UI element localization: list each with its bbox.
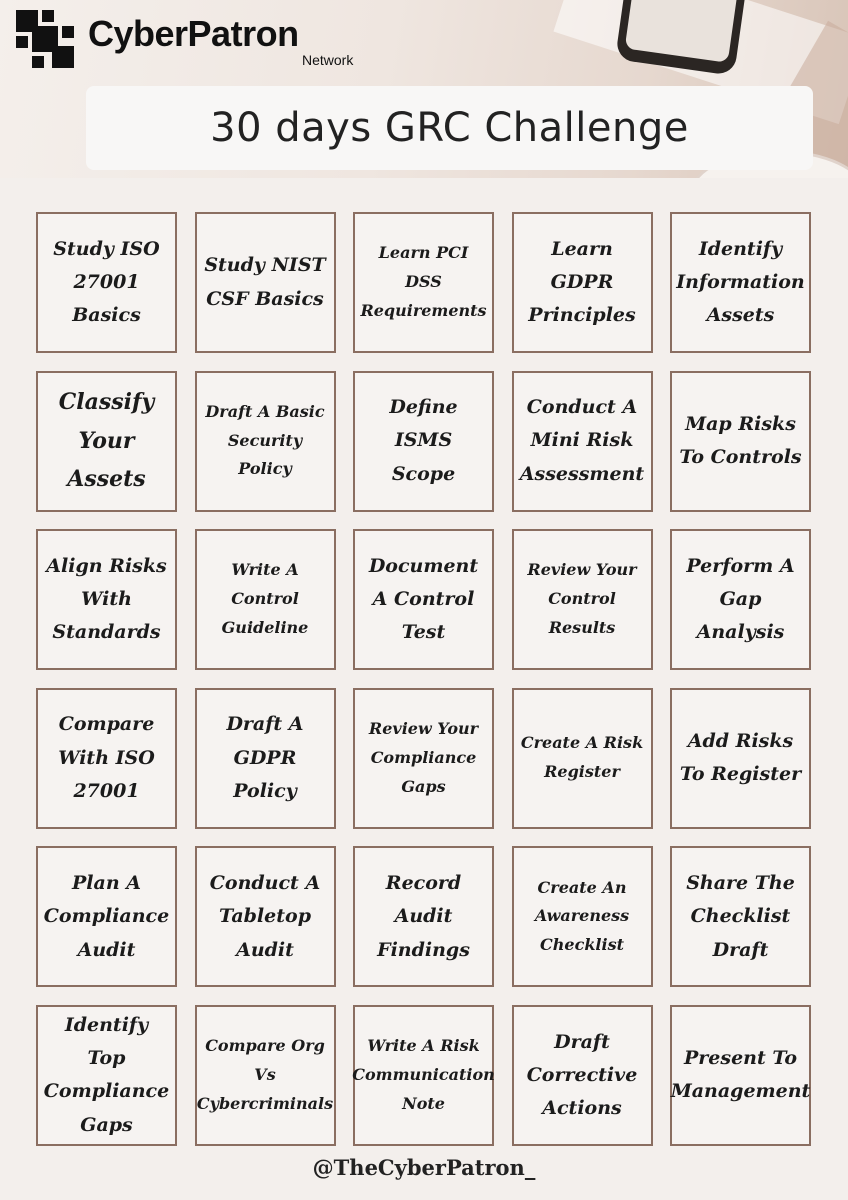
day-card-20 [670, 688, 811, 829]
day-label: Learn PCI DSS Requirements [360, 243, 487, 320]
day-label: Review Your Control Results [527, 560, 637, 638]
day-card-12 [195, 529, 336, 670]
day-label: Conduct A Tabletop Audit [209, 872, 321, 961]
day-label: Perform A Gap Analysis [686, 554, 795, 644]
day-card-29 [512, 1005, 653, 1146]
day-card-16 [36, 688, 177, 829]
page-title: 30 days GRC Challenge [210, 105, 689, 151]
day-label: Review Your Compliance Gaps [368, 719, 479, 796]
day-card-22 [195, 846, 336, 987]
day-label: Study NIST CSF Basics [204, 254, 326, 310]
day-label: Conduct A Mini Risk Assessment [519, 396, 645, 485]
challenge-grid [36, 212, 811, 1146]
day-label: Plan A Compliance Audit [43, 872, 170, 961]
day-card-15 [670, 529, 811, 670]
day-card-18 [353, 688, 494, 829]
day-label: Document A Control Test [368, 554, 479, 644]
day-label: Write A Control Guideline [221, 560, 309, 638]
day-card-27 [195, 1005, 336, 1146]
day-label: Draft A Basic Security Policy [205, 401, 325, 479]
day-card-21 [36, 846, 177, 987]
day-card-4 [512, 212, 653, 353]
day-card-6 [36, 371, 177, 512]
day-label: Map Risks To Controls [679, 412, 802, 469]
day-label: Compare Org Vs Cybercriminals [196, 1036, 334, 1113]
day-label: Present To Management [670, 1047, 811, 1103]
day-card-13 [353, 529, 494, 670]
day-card-14 [512, 529, 653, 670]
day-label: Classify Your Assets [58, 389, 155, 493]
day-label: Align Risks With Standards [46, 554, 167, 644]
day-card-8 [353, 371, 494, 512]
day-card-9 [512, 371, 653, 512]
day-label: Draft Corrective Actions [526, 1030, 638, 1120]
day-card-5 [670, 212, 811, 353]
day-label: Study ISO 27001 Basics [53, 237, 160, 327]
title-box [86, 86, 813, 170]
day-label: Compare With ISO 27001 [58, 713, 155, 802]
day-label: Record Audit Findings [377, 872, 470, 961]
day-card-11 [36, 529, 177, 670]
day-card-25 [670, 846, 811, 987]
day-card-2 [195, 212, 336, 353]
day-card-17 [195, 688, 336, 829]
day-card-26 [36, 1005, 177, 1146]
day-label: Define ISMS Scope [389, 396, 458, 485]
day-card-1 [36, 212, 177, 353]
day-label: Share The Checklist Draft [686, 872, 795, 961]
day-label: Create A Risk Register [520, 733, 644, 782]
brand-name: CyberPatron [88, 13, 299, 54]
day-card-24 [512, 846, 653, 987]
day-card-19 [512, 688, 653, 829]
social-handle: @TheCyberPatron_ [312, 1155, 536, 1180]
logo-mark-icon [16, 10, 74, 68]
day-label: Draft A GDPR Policy [226, 713, 304, 802]
phone-image [615, 0, 749, 76]
day-card-7 [195, 371, 336, 512]
day-card-30 [670, 1005, 811, 1146]
day-label: Create An Awareness Checklist [534, 877, 630, 955]
brand-sub: Network [302, 52, 354, 68]
day-label: Add Risks To Register [679, 730, 802, 786]
day-label: Identify Information Assets [676, 237, 805, 327]
brand-logo [16, 10, 356, 70]
day-label: Learn GDPR Principles [528, 237, 636, 327]
day-card-10 [670, 371, 811, 512]
header-banner [0, 0, 848, 178]
day-card-28 [353, 1005, 494, 1146]
day-card-23 [353, 846, 494, 987]
day-card-3 [353, 212, 494, 353]
day-label: Write A Risk Communication Note [352, 1036, 495, 1113]
day-label: Identify Top Compliance Gaps [43, 1013, 170, 1136]
